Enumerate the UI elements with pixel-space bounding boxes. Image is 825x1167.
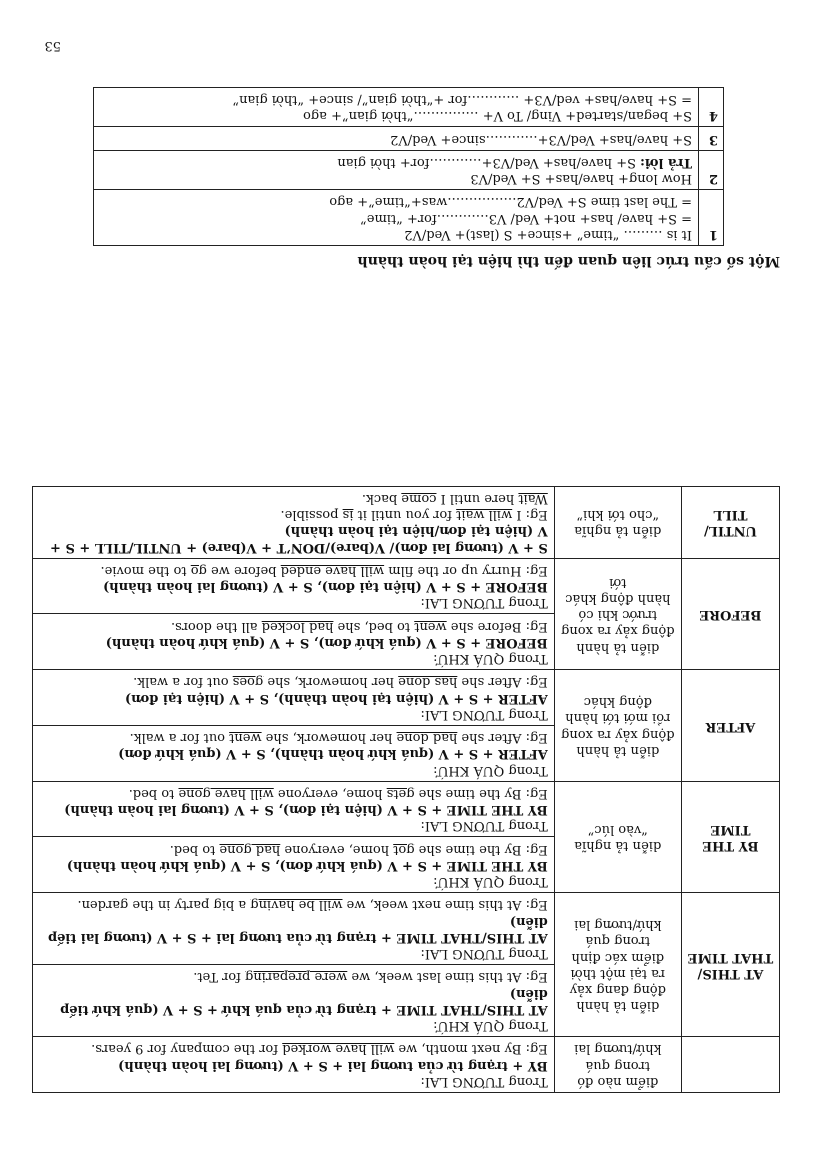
structure-line: S+ began/started+ Ving/ To V+ ……………“thời gian”+ ago bbox=[303, 108, 692, 124]
example: Eg: After she had done her homework, she went out for a walk. bbox=[129, 730, 548, 746]
structure-line: = S+ have/ has+ not+ Ved/ V3…………for+ “time” bbox=[360, 210, 692, 226]
example: Eg: Hurry up or the film will have ended before we go to the movie. bbox=[100, 563, 548, 578]
table-row bbox=[33, 1037, 780, 1093]
keyword-cell: AT THIS/ THAT TIME bbox=[681, 893, 779, 1037]
formula: AFTER + S + V (quá khứ hoàn thành), S + V (quá khứ đơn) bbox=[118, 746, 548, 762]
usage-cell bbox=[33, 614, 555, 670]
table-row bbox=[33, 965, 780, 1037]
meaning-cell: diễn tả nghĩa “vào lúc” bbox=[554, 781, 681, 893]
meaning-cell: diễn tả hành động đang xảy ra tại một thời điểm xác định trong quá khứ/tương lai bbox=[554, 893, 681, 1037]
formula: AT THIS/THAT TIME + trạng từ của tương lai + S + V (tương lai tiếp diễn) bbox=[47, 913, 548, 945]
tense-label: Trong TƯƠNG LAI: bbox=[420, 707, 548, 722]
structure-line: S+ have/has+ Ved/V3+…………since+ Ved/V2 bbox=[390, 131, 692, 147]
example: Eg: I will wait for you until it is possible. bbox=[280, 507, 548, 523]
meaning-cell: diễn tả nghĩa “cho tới khi” bbox=[554, 486, 681, 558]
example: Eg: By the time she gets home, everyone will have gone to bed. bbox=[128, 786, 548, 801]
structure-cell bbox=[94, 127, 699, 150]
structure-line: = S+ have/has+ ved/V3+ …………for +“thời gian”/ since+ “thời gian” bbox=[232, 92, 692, 108]
usage-cell bbox=[33, 965, 555, 1037]
formula: BY + trạng từ của tương lai + S + V (tương lai hoàn thành) bbox=[118, 1057, 548, 1073]
page-number: 53 bbox=[44, 38, 61, 53]
formula: AFTER + S + V (hiện tại hoàn thành), S + V (hiện tại đơn) bbox=[125, 690, 548, 706]
structures-table bbox=[93, 87, 724, 246]
tense-label: Trong QUÁ KHỨ: bbox=[433, 874, 548, 890]
structure-line: Trả lời: S+ have/has+ Ved/V3+…………for+ thời gian bbox=[337, 155, 692, 170]
tense-label: Trong TƯƠNG LAI: bbox=[420, 818, 548, 834]
keyword-cell bbox=[681, 1037, 779, 1093]
keyword-cell: BEFORE bbox=[681, 558, 779, 670]
usage-cell bbox=[33, 837, 555, 893]
example: Eg: Before she went to bed, she had locked all the doors. bbox=[170, 618, 548, 634]
example: Eg: By next month, we will have worked for the company for 9 years. bbox=[91, 1041, 548, 1057]
table-row bbox=[94, 127, 724, 150]
structure-cell bbox=[94, 88, 699, 128]
row-number: 1 bbox=[699, 190, 724, 246]
tense-label: Trong QUÁ KHỨ: bbox=[433, 762, 548, 778]
keyword-cell: UNTIL/ TILL bbox=[681, 486, 779, 558]
tense-label: Trong TƯƠNG LAI: bbox=[420, 1074, 548, 1089]
section-heading: Một số cấu trúc liên quan đến thì hiện tại hoàn thành bbox=[357, 253, 780, 269]
structure-cell bbox=[94, 190, 699, 246]
keyword-cell: AFTER bbox=[681, 670, 779, 782]
table-row bbox=[94, 88, 724, 128]
formula: S + V (tương lai đơn)/ V(bare)/DON’T + V(bare) + UNTIL/TILL + S + V (hiện tại đơn/hiện tại hoàn thành) bbox=[50, 523, 548, 555]
meaning-cell: diễn tả hành động xảy ra xong trước khi có hành động khác tới bbox=[554, 558, 681, 670]
usage-cell bbox=[33, 726, 555, 782]
example: Eg: After she has done her homework, she goes out for a walk. bbox=[133, 674, 548, 690]
tense-label: Trong QUÁ KHỨ: bbox=[433, 1018, 548, 1034]
meaning-cell: diễn tả hành động xảy ra xong rồi mới tới hành động khác bbox=[554, 670, 681, 782]
tense-label: Trong TƯƠNG LAI: bbox=[420, 946, 548, 962]
table-row bbox=[33, 837, 780, 893]
example: Wait here until I come back. bbox=[361, 491, 548, 506]
table-row bbox=[94, 190, 724, 246]
usage-cell bbox=[33, 781, 555, 837]
formula: BEFORE + S + V (quá khứ đơn), S + V (quá khứ hoàn thành) bbox=[105, 635, 548, 650]
example: Eg: By the time she got home, everyone had gone to bed. bbox=[169, 841, 548, 857]
usage-cell bbox=[33, 1037, 555, 1093]
meaning-cell: điểm nào đó trong quá khứ/tương lai bbox=[554, 1037, 681, 1093]
usage-cell bbox=[33, 670, 555, 726]
structure-cell bbox=[94, 150, 699, 190]
row-number: 3 bbox=[699, 127, 724, 150]
tense-label: Trong QUÁ KHỨ: bbox=[433, 651, 548, 667]
table-row bbox=[94, 150, 724, 190]
usage-cell bbox=[33, 558, 555, 614]
usage-cell bbox=[33, 893, 555, 965]
formula: BY THE TIME + S + V (hiện tại đơn), S + V (tương lai hoàn thành) bbox=[64, 802, 548, 818]
structure-line: = The last time S+ Ved/V2…………….was+“time”+ ago bbox=[329, 194, 692, 210]
row-number: 2 bbox=[699, 150, 724, 190]
table-row bbox=[33, 614, 780, 670]
example: Eg: At this time last week, we were preparing for Tet. bbox=[193, 969, 548, 985]
example: Eg: At this time next week, we will be having a big party in the garden. bbox=[77, 897, 548, 913]
formula: BEFORE + S + V (hiện tại đơn), S + V (tương lai hoàn thành) bbox=[103, 579, 548, 595]
table-row bbox=[33, 486, 780, 558]
conjunction-table bbox=[32, 486, 780, 1093]
table-row bbox=[33, 726, 780, 782]
formula: BY THE TIME + S + V (quá khứ đơn), S + V (quá khứ hoàn thành) bbox=[66, 858, 548, 873]
formula: AT THIS/THAT TIME + trạng từ của quá khứ + S + V (quá khứ tiếp diễn) bbox=[60, 985, 548, 1017]
row-number: 4 bbox=[699, 88, 724, 128]
structure-line: How long+ have/has+ S+ Ved/V3 bbox=[470, 171, 692, 187]
tense-label: Trong TƯƠNG LAI: bbox=[420, 595, 548, 611]
keyword-cell: BY THE TIME bbox=[681, 781, 779, 893]
structure-line: It is ……… “time” +since+ S (last)+ Ved/V2 bbox=[404, 227, 692, 242]
usage-cell bbox=[33, 486, 555, 558]
